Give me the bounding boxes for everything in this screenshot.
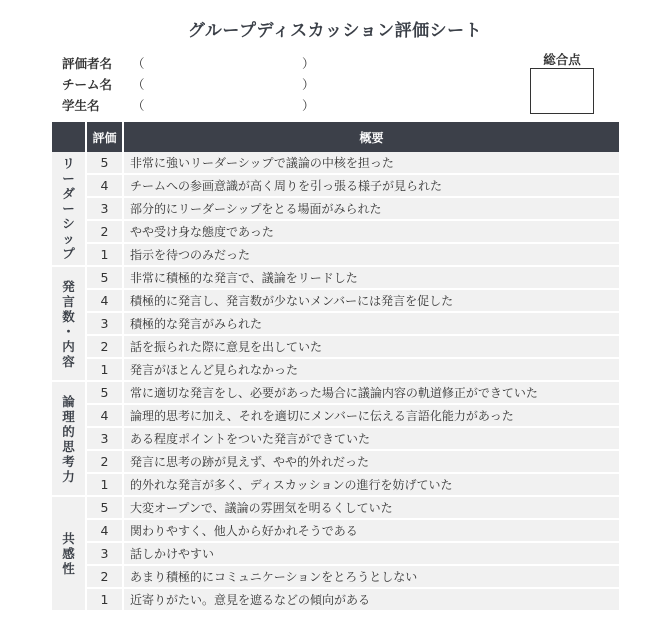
table-row (52, 267, 619, 290)
description-cell: 的外れな発言が多く、ディスカッションの進行を妨げていた (122, 474, 619, 497)
table-row (52, 359, 619, 382)
table-row (52, 336, 619, 359)
description-cell: 指示を待つのみだった (122, 244, 619, 267)
evaluation-table (52, 122, 619, 612)
description-cell: 発言がほとんど見られなかった (122, 359, 619, 382)
score-cell: 2 (85, 451, 122, 474)
category-label: 共 感 性 (52, 497, 85, 612)
score-cell: 2 (85, 221, 122, 244)
team-name-field[interactable] (62, 73, 315, 94)
score-cell: 1 (85, 474, 122, 497)
table-row (52, 451, 619, 474)
score-cell: 3 (85, 543, 122, 566)
score-cell: 5 (85, 152, 122, 175)
description-cell: チームへの参画意識が高く周りを引っ張る様子が見られた (122, 175, 619, 198)
description-cell: 常に適切な発言をし、必要があった場合に議論内容の軌道修正ができていた (122, 382, 619, 405)
score-cell: 2 (85, 566, 122, 589)
table-row (52, 405, 619, 428)
description-cell: 非常に積極的な発言で、議論をリードした (122, 267, 619, 290)
student-name-label: 学生名 (62, 97, 100, 113)
table-row (52, 589, 619, 612)
score-cell: 1 (85, 359, 122, 382)
table-row (52, 221, 619, 244)
category-label: 発 言 数 ・ 内 容 (52, 267, 85, 382)
total-score (530, 50, 594, 114)
team-open-paren: （ (132, 76, 145, 92)
table-row (52, 152, 619, 175)
description-cell: ある程度ポイントをついた発言ができていた (122, 428, 619, 451)
description-cell: 積極的な発言がみられた (122, 313, 619, 336)
score-cell: 2 (85, 336, 122, 359)
score-cell: 5 (85, 267, 122, 290)
score-cell: 5 (85, 497, 122, 520)
description-cell: 論理的思考に加え、それを適切にメンバーに伝える言語化能力があった (122, 405, 619, 428)
category-label: 論 理 的 思 考 力 (52, 382, 85, 497)
description-cell: あまり積極的にコミュニケーションをとろうとしない (122, 566, 619, 589)
description-cell: 発言に思考の跡が見えず、やや的外れだった (122, 451, 619, 474)
description-cell: 近寄りがたい。意見を遮るなどの傾向がある (122, 589, 619, 612)
header-blank (52, 122, 85, 152)
evaluator-open-paren: （ (132, 55, 145, 71)
total-score-box[interactable] (530, 68, 594, 114)
description-cell: 大変オープンで、議論の雰囲気を明るくしていた (122, 497, 619, 520)
table-body (52, 152, 619, 612)
table-row (52, 290, 619, 313)
evaluator-name-label: 評価者名 (62, 55, 113, 71)
student-close-paren: ） (302, 97, 315, 113)
score-cell: 3 (85, 428, 122, 451)
sheet-title: グループディスカッション評価シート (187, 21, 483, 41)
score-cell: 4 (85, 175, 122, 198)
table-row (52, 474, 619, 497)
table-row (52, 175, 619, 198)
category-label: リ ー ダ ー シ ッ プ (52, 152, 85, 267)
table-row (52, 497, 619, 520)
table-row (52, 566, 619, 589)
evaluator-name-field[interactable] (62, 52, 315, 73)
description-cell: 関わりやすく、他人から好かれそうである (122, 520, 619, 543)
team-close-paren: ） (302, 76, 315, 92)
description-cell: 非常に強いリーダーシップで議論の中核を担った (122, 152, 619, 175)
score-cell: 3 (85, 313, 122, 336)
table-row (52, 382, 619, 405)
table-row (52, 520, 619, 543)
score-cell: 1 (85, 589, 122, 612)
score-cell: 5 (85, 382, 122, 405)
description-cell: 話しかけやすい (122, 543, 619, 566)
score-cell: 1 (85, 244, 122, 267)
table-row (52, 428, 619, 451)
description-cell: 話を振られた際に意見を出していた (122, 336, 619, 359)
score-cell: 4 (85, 290, 122, 313)
score-cell: 4 (85, 520, 122, 543)
description-cell: 部分的にリーダーシップをとる場面がみられた (122, 198, 619, 221)
table-row (52, 543, 619, 566)
header-score: 評価 (85, 122, 122, 152)
table-row (52, 244, 619, 267)
student-name-field[interactable] (62, 94, 315, 115)
student-open-paren: （ (132, 97, 145, 113)
info-fields (62, 52, 315, 115)
table-row (52, 313, 619, 336)
evaluator-close-paren: ） (302, 55, 315, 71)
header-summary: 概要 (122, 122, 619, 152)
table-header-row (52, 122, 619, 152)
description-cell: やや受け身な態度であった (122, 221, 619, 244)
team-name-label: チーム名 (62, 76, 113, 92)
score-cell: 4 (85, 405, 122, 428)
total-score-label: 総合点 (543, 52, 581, 67)
table-row (52, 198, 619, 221)
score-cell: 3 (85, 198, 122, 221)
description-cell: 積極的に発言し、発言数が少ないメンバーには発言を促した (122, 290, 619, 313)
